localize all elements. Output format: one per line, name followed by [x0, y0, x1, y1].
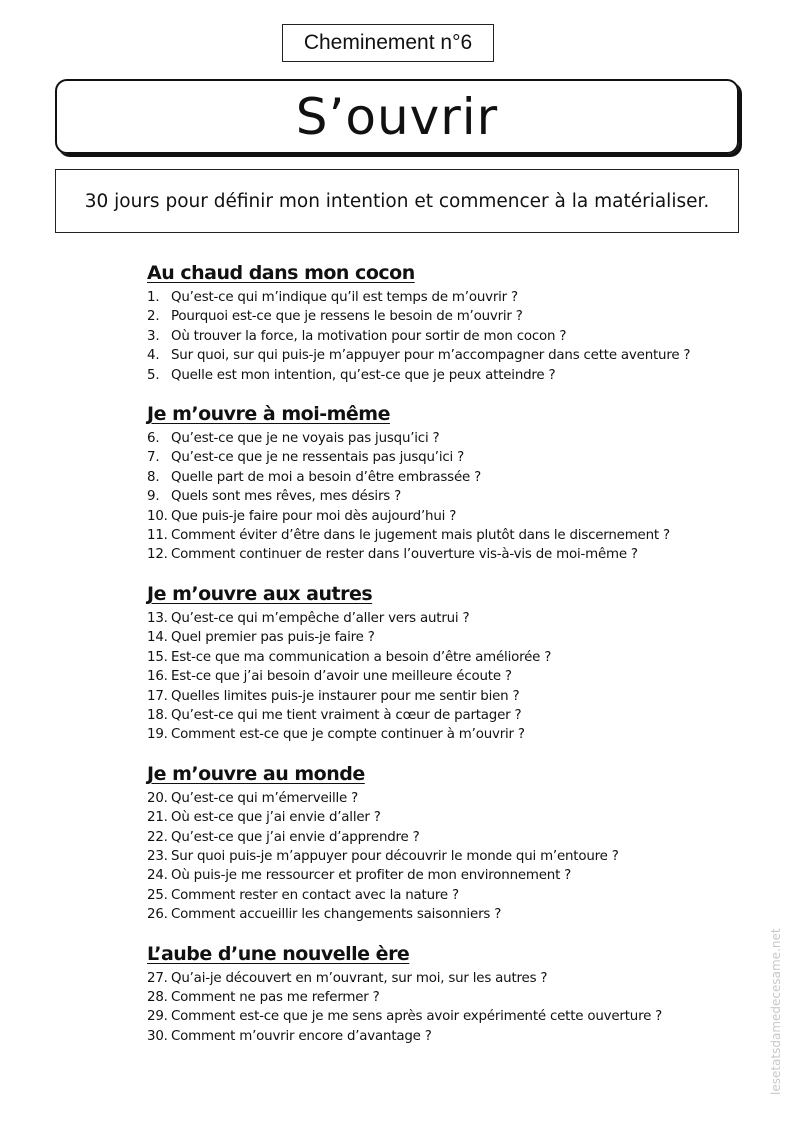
question-text: Où trouver la force, la motivation pour sortir de mon cocon ? [171, 328, 567, 344]
question-item [147, 327, 707, 346]
section [147, 260, 707, 385]
question-text: Quels sont mes rêves, mes désirs ? [171, 489, 401, 505]
question-text: Comment m’ouvrir encore d’avantage ? [171, 1028, 432, 1044]
section-title: Je m’ouvre à moi-même [147, 403, 390, 426]
question-item [147, 429, 707, 448]
question-items [147, 609, 707, 745]
section-title: Je m’ouvre au monde [147, 762, 365, 785]
question-item [147, 886, 707, 905]
question-item [147, 468, 707, 487]
section [147, 761, 707, 925]
question-item [147, 687, 707, 706]
question-item [147, 969, 707, 988]
question-text: Qu’est-ce que je ne voyais pas jusqu’ici ? [171, 431, 440, 447]
question-text: Est-ce que ma communication a besoin d’être améliorée ? [171, 649, 552, 665]
question-number: 8. [147, 469, 160, 485]
question-number: 2. [147, 309, 160, 325]
question-number: 14. [147, 630, 168, 646]
title-box [55, 79, 739, 154]
question-item [147, 545, 707, 564]
question-number: 27. [147, 970, 168, 986]
question-text: Comment continuer de rester dans l’ouverture vis-à-vis de moi-même ? [171, 547, 638, 563]
question-text: Est-ce que j’ai besoin d’avoir une meilleure écoute ? [171, 669, 512, 685]
site-watermark: lesetatsdamedecesame.net [769, 928, 783, 1095]
question-text: Que puis-je faire pour moi dès aujourd’hui ? [171, 508, 457, 524]
section-title: Au chaud dans mon cocon [147, 262, 415, 284]
question-text: Qu’est-ce que je ne ressentais pas jusqu’ici ? [171, 450, 464, 466]
question-text: Quelle est mon intention, qu’est-ce que je peux atteindre ? [171, 367, 556, 383]
question-number: 1. [147, 290, 160, 305]
section-title: Je m’ouvre aux autres [147, 582, 373, 605]
question-item [147, 487, 707, 506]
question-item [147, 1027, 707, 1046]
question-text: Sur quoi puis-je m’appuyer pour découvrir le monde qui m’entoure ? [171, 848, 619, 864]
question-text: Qu’est-ce qui me tient vraiment à cœur de partager ? [171, 707, 522, 723]
question-text: Quelles limites puis-je instaurer pour me sentir bien ? [171, 688, 520, 704]
cheminement-tag [282, 24, 494, 62]
question-text: Comment est-ce que je compte continuer à m’ouvrir ? [171, 727, 525, 743]
question-number: 24. [147, 868, 168, 884]
question-number: 4. [147, 348, 160, 364]
question-number: 20. [147, 790, 168, 806]
question-number: 28. [147, 989, 168, 1005]
question-text: Qu’est-ce que j’ai envie d’apprendre ? [171, 829, 420, 845]
question-item [147, 808, 707, 827]
question-text: Comment ne pas me refermer ? [171, 989, 380, 1005]
question-number: 26. [147, 907, 168, 923]
question-item [147, 307, 707, 326]
question-items [147, 969, 707, 1047]
question-item [147, 526, 707, 545]
question-item [147, 725, 707, 744]
question-number: 16. [147, 669, 168, 685]
question-number: 13. [147, 610, 168, 626]
question-text: Qu’est-ce qui m’indique qu’il est temps de m’ouvrir ? [171, 290, 518, 305]
question-number: 22. [147, 829, 168, 845]
question-number: 29. [147, 1009, 168, 1025]
question-text: Comment éviter d’être dans le jugement mais plutôt dans le discernement ? [171, 528, 670, 544]
question-item [147, 346, 707, 365]
question-number: 6. [147, 431, 160, 447]
question-number: 19. [147, 727, 168, 743]
question-number: 9. [147, 489, 160, 505]
question-number: 10. [147, 508, 168, 524]
subtitle-box [55, 169, 739, 233]
question-text: Où puis-je me ressourcer et profiter de mon environnement ? [171, 868, 572, 884]
question-text: Quel premier pas puis-je faire ? [171, 630, 375, 646]
question-text: Sur quoi, sur qui puis-je m’appuyer pour m’accompagner dans cette aventure ? [171, 348, 691, 364]
question-number: 21. [147, 810, 168, 826]
section [147, 581, 707, 745]
question-text: Où est-ce que j’ai envie d’aller ? [171, 810, 381, 826]
question-items [147, 288, 707, 385]
question-item [147, 1007, 707, 1026]
question-text: Qu’ai-je découvert en m’ouvrant, sur moi, sur les autres ? [171, 970, 548, 986]
question-item [147, 667, 707, 686]
question-text: Quelle part de moi a besoin d’être embrassée ? [171, 469, 481, 485]
page-subtitle: 30 jours pour définir mon intention et commencer à la matérialiser. [84, 190, 710, 212]
question-number: 12. [147, 547, 168, 563]
question-text: Qu’est-ce qui m’empêche d’aller vers autrui ? [171, 610, 470, 626]
question-item [147, 609, 707, 628]
question-number: 18. [147, 707, 168, 723]
section [147, 401, 707, 565]
section-title: L’aube d’une nouvelle ère [147, 942, 410, 965]
question-text: Pourquoi est-ce que je ressens le besoin de m’ouvrir ? [171, 309, 523, 325]
question-item [147, 847, 707, 866]
question-item [147, 988, 707, 1007]
question-item [147, 366, 707, 385]
question-item [147, 789, 707, 808]
section [147, 941, 707, 1047]
question-item [147, 866, 707, 885]
question-item [147, 628, 707, 647]
cheminement-tag-label: Cheminement n°6 [303, 31, 473, 54]
question-number: 11. [147, 528, 168, 544]
question-item [147, 905, 707, 924]
page-title: S’ouvrir [295, 87, 499, 146]
question-item [147, 507, 707, 526]
question-text: Comment est-ce que je me sens après avoir expérimenté cette ouverture ? [171, 1009, 663, 1025]
question-item [147, 288, 707, 307]
question-number: 23. [147, 848, 168, 864]
question-number: 17. [147, 688, 168, 704]
question-number: 5. [147, 367, 160, 383]
question-number: 25. [147, 887, 168, 903]
question-item [147, 648, 707, 667]
question-list [147, 260, 707, 1062]
question-text: Comment accueillir les changements saisonniers ? [171, 907, 502, 923]
question-item [147, 448, 707, 467]
question-items [147, 789, 707, 925]
question-items [147, 429, 707, 565]
question-number: 3. [147, 328, 160, 344]
question-text: Qu’est-ce qui m’émerveille ? [171, 790, 359, 806]
question-number: 15. [147, 649, 168, 665]
question-item [147, 828, 707, 847]
question-text: Comment rester en contact avec la nature ? [171, 887, 459, 903]
question-number: 7. [147, 450, 160, 466]
question-item [147, 706, 707, 725]
question-number: 30. [147, 1028, 168, 1044]
